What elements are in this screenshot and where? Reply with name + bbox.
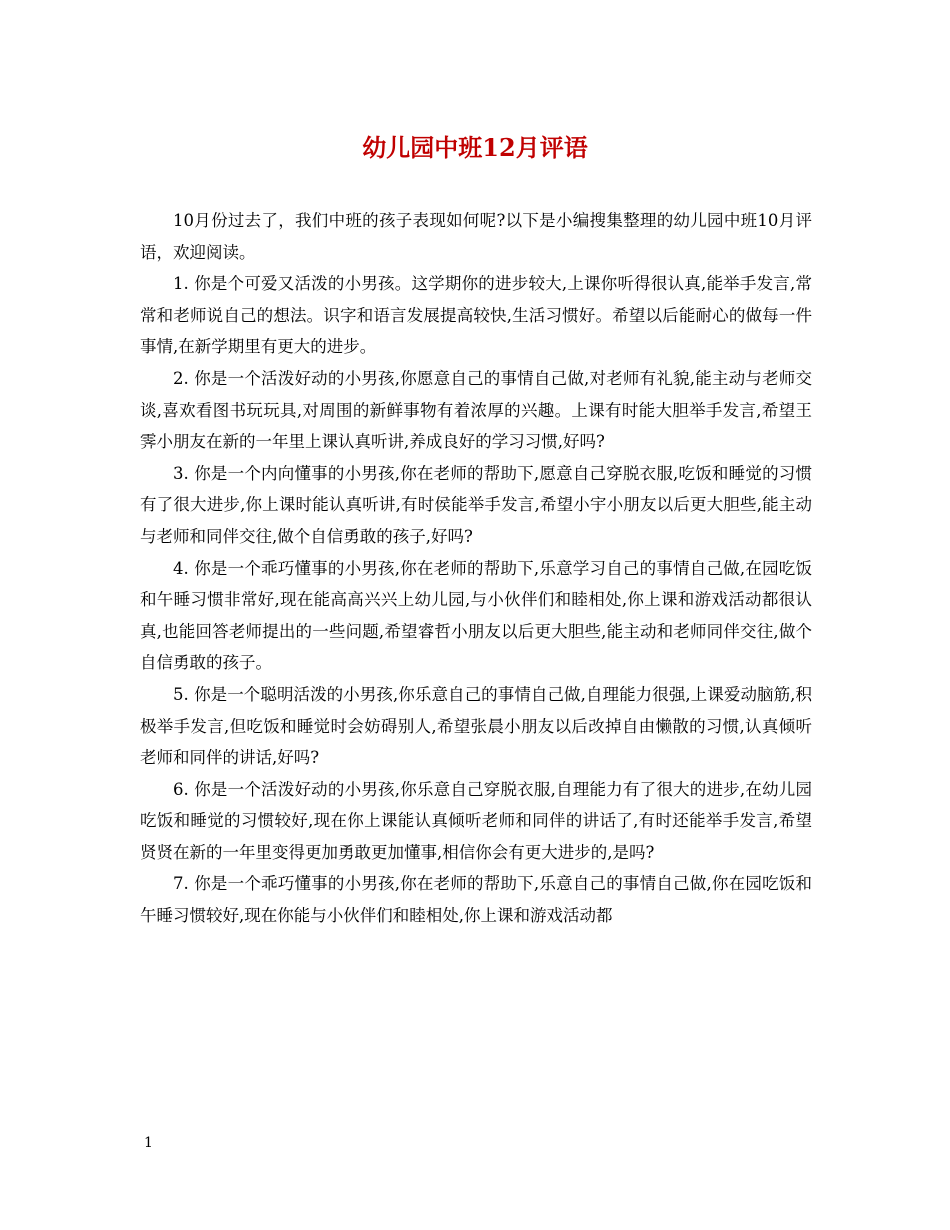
comment-paragraph-6: 6. 你是一个活泼好动的小男孩,你乐意自己穿脱衣服,自理能力有了很大的进步,在幼儿园吃饭和睡觉的习惯较好,现在你上课能认真倾听老师和同伴的讲话了,有时还能举手发言,希望贤贤在新的一年里变得更加勇敢更加懂事,相信你会有更大进步的,是吗? — [140, 779, 812, 862]
comment-paragraph-3: 3. 你是一个内向懂事的小男孩,你在老师的帮助下,愿意自己穿脱衣服,吃饭和睡觉的习惯有了很大进步,你上课时能认真听讲,有时侯能举手发言,希望小宇小朋友以后更大胆些,能主动与老师和同伴交往,做个自信勇敢的孩子,好吗? — [140, 463, 812, 546]
comment-paragraph-4: 4. 你是一个乖巧懂事的小男孩,你在老师的帮助下,乐意学习自己的事情自己做,在园吃饭和午睡习惯非常好,现在能高高兴兴上幼儿园,与小伙伴们和睦相处,你上课和游戏活动都很认真,也能回答老师提出的一些问题,希望睿哲小朋友以后更大胆些,能主动和老师同伴交往,做个自信勇敢的孩子。 — [140, 558, 812, 673]
comment-paragraph-7: 7. 你是一个乖巧懂事的小男孩,你在老师的帮助下,乐意自己的事情自己做,你在园吃饭和午睡习惯较好,现在你能与小伙伴们和睦相处,你上课和游戏活动都 — [140, 874, 812, 926]
page-number: 1 — [144, 1135, 153, 1151]
document-title: 幼儿园中班12月评语 — [362, 133, 588, 162]
document-body — [140, 205, 812, 932]
comment-paragraph-5: 5. 你是一个聪明活泼的小男孩,你乐意自己的事情自己做,自理能力很强,上课爱动脑筋,积极举手发言,但吃饭和睡觉时会妨碍别人,希望张晨小朋友以后改掉自由懒散的习惯,认真倾听老师和同伴的讲话,好吗? — [140, 684, 812, 768]
comment-paragraph-2: 2. 你是一个活泼好动的小男孩,你愿意自己的事情自己做,对老师有礼貌,能主动与老师交谈,喜欢看图书玩玩具,对周围的新鲜事物有着浓厚的兴趣。上课有时能大胆举手发言,希望王霁小朋友在新的一年里上课认真听讲,养成良好的学习习惯,好吗? — [140, 368, 812, 452]
intro-paragraph: 10月份过去了，我们中班的孩子表现如何呢?以下是小编搜集整理的幼儿园中班10月评语，欢迎阅读。 — [140, 211, 812, 262]
comment-paragraph-1: 1. 你是个可爱又活泼的小男孩。这学期你的进步较大,上课你听得很认真,能举手发言,常常和老师说自己的想法。识字和语言发展提高较快,生活习惯好。希望以后能耐心的做每一件事情,在新学期里有更大的进步。 — [140, 274, 812, 357]
